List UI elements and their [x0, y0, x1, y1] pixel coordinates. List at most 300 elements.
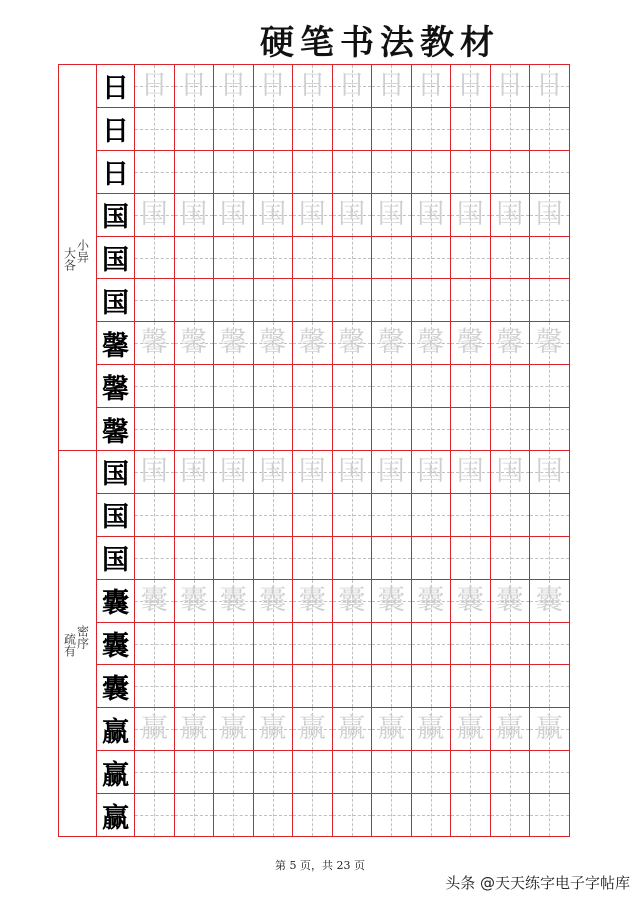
trace-cell [293, 579, 333, 622]
trace-cell [372, 322, 412, 365]
trace-cell [214, 193, 254, 236]
trace-character: 日 [180, 69, 208, 101]
trace-cell [174, 193, 214, 236]
trace-cell [293, 708, 333, 751]
trace-character: 日 [338, 69, 366, 101]
practice-cell [372, 493, 412, 536]
practice-cell [253, 794, 293, 837]
trace-character: 国 [496, 198, 524, 230]
practice-cell [253, 107, 293, 150]
practice-cell [293, 536, 333, 579]
model-character: 日 [97, 107, 135, 150]
page-title: 硬笔书法教材 [260, 23, 500, 63]
trace-character: 国 [456, 455, 484, 487]
trace-character: 赢 [456, 713, 484, 745]
trace-cell [253, 65, 293, 108]
practice-cell [214, 279, 254, 322]
practice-cell [293, 493, 333, 536]
trace-cell [372, 193, 412, 236]
trace-character: 囊 [456, 584, 484, 616]
practice-cell [135, 365, 175, 408]
practice-cell [253, 751, 293, 794]
practice-cell [451, 236, 491, 279]
trace-character: 国 [338, 198, 366, 230]
practice-cell [293, 279, 333, 322]
trace-character: 国 [298, 198, 326, 230]
trace-cell [372, 65, 412, 108]
practice-cell [214, 408, 254, 451]
trace-cell [214, 65, 254, 108]
trace-character: 馨 [219, 327, 247, 359]
trace-cell [253, 579, 293, 622]
practice-cell [332, 150, 372, 193]
grid-row [59, 708, 570, 751]
trace-character: 囊 [298, 584, 326, 616]
practice-cell [530, 107, 570, 150]
trace-character: 赢 [496, 713, 524, 745]
practice-cell [530, 236, 570, 279]
practice-cell [332, 794, 372, 837]
practice-cell [530, 794, 570, 837]
trace-character: 国 [417, 198, 445, 230]
trace-character: 馨 [140, 327, 168, 359]
practice-cell [214, 622, 254, 665]
model-character: 馨 [97, 365, 135, 408]
practice-cell [332, 365, 372, 408]
practice-cell [411, 365, 451, 408]
practice-cell [174, 365, 214, 408]
model-character: 国 [97, 536, 135, 579]
grid-row [59, 107, 570, 150]
trace-cell [135, 451, 175, 494]
trace-character: 馨 [338, 327, 366, 359]
practice-cell [135, 150, 175, 193]
practice-cell [372, 236, 412, 279]
trace-cell [411, 451, 451, 494]
trace-cell [293, 322, 333, 365]
practice-cell [490, 279, 530, 322]
practice-cell [372, 622, 412, 665]
trace-cell [451, 579, 491, 622]
trace-cell [530, 322, 570, 365]
trace-cell [411, 322, 451, 365]
trace-character: 馨 [496, 327, 524, 359]
practice-cell [411, 794, 451, 837]
practice-cell [372, 794, 412, 837]
practice-cell [530, 665, 570, 708]
practice-cell [530, 751, 570, 794]
trace-character: 馨 [417, 327, 445, 359]
trace-character: 日 [417, 69, 445, 101]
trace-cell [293, 65, 333, 108]
practice-cell [332, 493, 372, 536]
trace-cell [332, 579, 372, 622]
practice-cell [214, 107, 254, 150]
trace-cell [332, 322, 372, 365]
trace-character: 国 [377, 198, 405, 230]
trace-character: 赢 [259, 713, 287, 745]
trace-cell [293, 451, 333, 494]
practice-cell [293, 408, 333, 451]
trace-cell [451, 65, 491, 108]
trace-cell [174, 451, 214, 494]
practice-cell [451, 622, 491, 665]
trace-cell [332, 708, 372, 751]
practice-cell [372, 150, 412, 193]
trace-cell [332, 193, 372, 236]
grid-row [59, 536, 570, 579]
trace-cell [332, 65, 372, 108]
model-character: 国 [97, 193, 135, 236]
practice-cell [451, 751, 491, 794]
trace-cell [214, 579, 254, 622]
trace-cell [174, 322, 214, 365]
practice-cell [293, 622, 333, 665]
practice-cell [253, 493, 293, 536]
trace-character: 馨 [259, 327, 287, 359]
trace-character: 日 [219, 69, 247, 101]
model-character: 赢 [97, 708, 135, 751]
model-character: 馨 [97, 408, 135, 451]
model-character: 日 [97, 65, 135, 108]
model-character: 赢 [97, 751, 135, 794]
trace-character: 国 [140, 198, 168, 230]
trace-character: 国 [496, 455, 524, 487]
practice-cell [451, 150, 491, 193]
trace-character: 赢 [180, 713, 208, 745]
grid-row [59, 622, 570, 665]
trace-cell [214, 322, 254, 365]
practice-cell [490, 794, 530, 837]
practice-cell [490, 236, 530, 279]
practice-cell [293, 665, 333, 708]
practice-cell [135, 408, 175, 451]
practice-cell [253, 408, 293, 451]
grid-row [59, 493, 570, 536]
model-character: 国 [97, 493, 135, 536]
grid-row [59, 751, 570, 794]
practice-cell [451, 279, 491, 322]
practice-cell [135, 622, 175, 665]
practice-cell [411, 236, 451, 279]
practice-cell [293, 236, 333, 279]
grid-row [59, 579, 570, 622]
practice-cell [174, 150, 214, 193]
grid-row [59, 408, 570, 451]
trace-character: 日 [259, 69, 287, 101]
practice-cell [135, 665, 175, 708]
trace-character: 日 [377, 69, 405, 101]
trace-cell [253, 708, 293, 751]
trace-character: 馨 [456, 327, 484, 359]
practice-cell [214, 365, 254, 408]
trace-cell [490, 322, 530, 365]
model-character: 日 [97, 150, 135, 193]
grid-row [59, 322, 570, 365]
practice-cell [174, 665, 214, 708]
grid-row [59, 665, 570, 708]
practice-cell [372, 665, 412, 708]
practice-cell [451, 493, 491, 536]
practice-cell [490, 493, 530, 536]
practice-cell [253, 279, 293, 322]
watermark: 头条 @天天练字电子字帖库 [445, 874, 630, 892]
practice-cell [372, 365, 412, 408]
practice-cell [174, 408, 214, 451]
practice-cell [214, 150, 254, 193]
practice-cell [293, 107, 333, 150]
trace-character: 囊 [496, 584, 524, 616]
practice-cell [372, 751, 412, 794]
practice-cell [253, 150, 293, 193]
trace-cell [135, 322, 175, 365]
practice-cell [135, 751, 175, 794]
practice-cell [214, 751, 254, 794]
practice-cell [411, 622, 451, 665]
practice-cell [451, 665, 491, 708]
practice-cell [451, 536, 491, 579]
practice-cell [135, 794, 175, 837]
trace-cell [451, 708, 491, 751]
grid-row [59, 193, 570, 236]
practice-cell [490, 622, 530, 665]
trace-cell [451, 451, 491, 494]
trace-character: 馨 [535, 327, 563, 359]
practice-cell [451, 107, 491, 150]
section-label-column: 小异 [75, 239, 90, 263]
grid-row [59, 365, 570, 408]
practice-cell [411, 536, 451, 579]
practice-cell [411, 665, 451, 708]
model-character: 囊 [97, 622, 135, 665]
trace-cell [174, 708, 214, 751]
practice-cell [135, 493, 175, 536]
trace-cell [253, 451, 293, 494]
practice-cell [332, 751, 372, 794]
trace-cell [332, 451, 372, 494]
model-character: 国 [97, 236, 135, 279]
trace-cell [530, 193, 570, 236]
trace-cell [253, 322, 293, 365]
trace-character: 赢 [298, 713, 326, 745]
trace-character: 国 [219, 455, 247, 487]
trace-character: 馨 [298, 327, 326, 359]
trace-character: 国 [140, 455, 168, 487]
trace-character: 日 [456, 69, 484, 101]
practice-cell [451, 365, 491, 408]
practice-cell [174, 751, 214, 794]
trace-character: 囊 [535, 584, 563, 616]
trace-cell [293, 193, 333, 236]
practice-cell [293, 751, 333, 794]
section-label [59, 451, 97, 837]
practice-cell [490, 107, 530, 150]
practice-cell [214, 536, 254, 579]
practice-cell [135, 279, 175, 322]
practice-cell [135, 536, 175, 579]
trace-character: 国 [338, 455, 366, 487]
practice-cell [490, 408, 530, 451]
practice-cell [372, 279, 412, 322]
trace-character: 国 [259, 455, 287, 487]
trace-cell [253, 193, 293, 236]
trace-character: 日 [496, 69, 524, 101]
practice-cell [332, 536, 372, 579]
practice-cell [253, 365, 293, 408]
practice-cell [174, 236, 214, 279]
trace-cell [490, 451, 530, 494]
grid-row [59, 65, 570, 108]
practice-cell [451, 408, 491, 451]
trace-character: 馨 [377, 327, 405, 359]
trace-character: 赢 [417, 713, 445, 745]
trace-character: 赢 [140, 713, 168, 745]
practice-cell [174, 536, 214, 579]
practice-cell [530, 408, 570, 451]
practice-cell [253, 622, 293, 665]
practice-cell [411, 150, 451, 193]
practice-cell [530, 365, 570, 408]
trace-cell [451, 193, 491, 236]
practice-cell [530, 279, 570, 322]
trace-cell [214, 451, 254, 494]
practice-cell [372, 107, 412, 150]
model-character: 囊 [97, 579, 135, 622]
practice-cell [253, 236, 293, 279]
trace-cell [530, 579, 570, 622]
trace-cell [490, 193, 530, 236]
trace-character: 国 [219, 198, 247, 230]
grid-row [59, 150, 570, 193]
grid-row [59, 279, 570, 322]
practice-cell [135, 107, 175, 150]
practice-cell [332, 107, 372, 150]
trace-character: 国 [180, 455, 208, 487]
practice-cell [490, 150, 530, 193]
trace-character: 囊 [219, 584, 247, 616]
trace-cell [135, 65, 175, 108]
grid-row [59, 236, 570, 279]
grid-row [59, 451, 570, 494]
model-character: 国 [97, 279, 135, 322]
trace-character: 国 [456, 198, 484, 230]
trace-character: 国 [298, 455, 326, 487]
practice-cell [332, 236, 372, 279]
practice-cell [293, 365, 333, 408]
trace-cell [174, 65, 214, 108]
model-character: 馨 [97, 322, 135, 365]
page-footer: 第 5 页，共 23 页 [275, 859, 365, 872]
practice-cell [174, 107, 214, 150]
trace-cell [135, 579, 175, 622]
practice-cell [490, 665, 530, 708]
trace-cell [490, 708, 530, 751]
trace-cell [530, 708, 570, 751]
practice-cell [214, 794, 254, 837]
practice-cell [253, 665, 293, 708]
practice-cell [490, 536, 530, 579]
practice-cell [530, 536, 570, 579]
section-label-column: 疏有 [62, 633, 77, 658]
trace-cell [411, 708, 451, 751]
trace-character: 赢 [377, 713, 405, 745]
practice-cell [214, 493, 254, 536]
practice-cell [332, 622, 372, 665]
trace-cell [411, 65, 451, 108]
trace-cell [214, 708, 254, 751]
practice-cell [174, 794, 214, 837]
section-label-column: 密序 [75, 625, 90, 650]
trace-character: 国 [180, 198, 208, 230]
trace-character: 囊 [417, 584, 445, 616]
trace-cell [135, 193, 175, 236]
practice-cell [214, 236, 254, 279]
trace-cell [372, 579, 412, 622]
practice-cell [372, 408, 412, 451]
trace-cell [490, 65, 530, 108]
practice-cell [411, 107, 451, 150]
trace-cell [372, 451, 412, 494]
model-character: 囊 [97, 665, 135, 708]
trace-cell [372, 708, 412, 751]
trace-cell [411, 193, 451, 236]
practice-cell [530, 622, 570, 665]
trace-character: 馨 [180, 327, 208, 359]
section-label-column: 大各 [62, 247, 77, 271]
trace-character: 囊 [259, 584, 287, 616]
practice-cell [451, 794, 491, 837]
trace-character: 国 [377, 455, 405, 487]
trace-character: 囊 [338, 584, 366, 616]
practice-cell [490, 365, 530, 408]
trace-cell [530, 65, 570, 108]
trace-cell [490, 579, 530, 622]
trace-cell [174, 579, 214, 622]
practice-cell [332, 279, 372, 322]
trace-character: 赢 [338, 713, 366, 745]
trace-character: 囊 [180, 584, 208, 616]
section-label [59, 65, 97, 451]
practice-cell [530, 150, 570, 193]
practice-cell [332, 665, 372, 708]
practice-cell [411, 751, 451, 794]
trace-character: 赢 [219, 713, 247, 745]
practice-cell [530, 493, 570, 536]
trace-character: 国 [535, 198, 563, 230]
practice-cell [174, 622, 214, 665]
practice-cell [253, 536, 293, 579]
trace-character: 囊 [140, 584, 168, 616]
trace-character: 国 [259, 198, 287, 230]
model-character: 国 [97, 451, 135, 494]
practice-cell [332, 408, 372, 451]
trace-cell [451, 322, 491, 365]
practice-cell [135, 236, 175, 279]
trace-cell [411, 579, 451, 622]
practice-cell [214, 665, 254, 708]
practice-cell [293, 794, 333, 837]
trace-cell [135, 708, 175, 751]
practice-cell [174, 493, 214, 536]
practice-cell [490, 751, 530, 794]
trace-character: 日 [140, 69, 168, 101]
trace-character: 国 [417, 455, 445, 487]
grid-row [59, 794, 570, 837]
practice-cell [372, 536, 412, 579]
trace-character: 国 [535, 455, 563, 487]
trace-character: 赢 [535, 713, 563, 745]
practice-cell [174, 279, 214, 322]
